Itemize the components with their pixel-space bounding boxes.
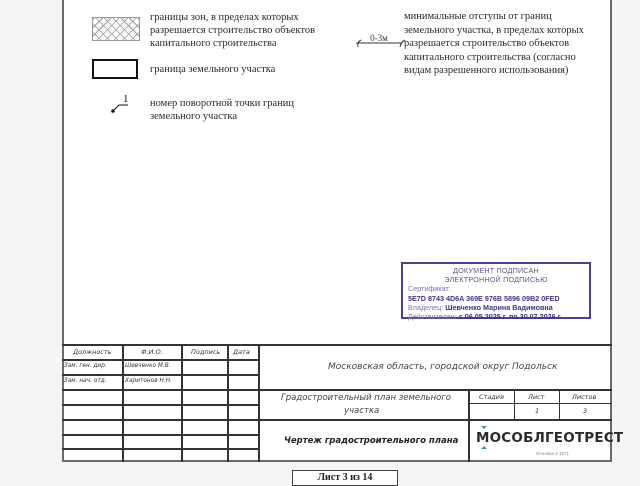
legend-point-text: номер поворотной точки границ земельного участка (150, 98, 295, 122)
header-date: Дата (233, 348, 250, 356)
tb-divider (468, 403, 612, 404)
legend-zone-text: границы зон, в пределах которых разрешается строительство объектов капитального строительства (150, 12, 316, 49)
sheet-value: 1 (535, 407, 540, 415)
company-tagline: Основан в 1971 (536, 451, 569, 456)
valid-label: Действителен: (408, 312, 457, 322)
doc-title-line2: участка (344, 406, 380, 416)
cert-value: 5E7D 8743 4D6A 369E 976B 5896 09B2 0FED (408, 293, 560, 303)
tb-divider (62, 374, 260, 376)
tb-divider (62, 404, 260, 406)
row-2-position: Зам. нач. отд. (64, 378, 107, 384)
tb-divider (122, 344, 124, 462)
tb-divider (468, 389, 470, 462)
legend-setback-text: минимальные отступы от границ земельного участка, в пределах которых разрешается строительство объектов капитального строительства (согласно видам разрешенного использования) (404, 11, 584, 76)
logo-accent-icon (481, 426, 487, 452)
tb-divider (62, 389, 612, 391)
turning-point-icon (106, 90, 136, 114)
tb-divider (62, 419, 612, 421)
cert-label: Сертификат: (408, 284, 451, 294)
location-text: Московская область, городской округ Подольск (328, 362, 558, 372)
owner-label: Владелец: (408, 302, 444, 312)
row-1-name: Шевченко М.В. (125, 363, 171, 369)
hatched-zone-icon (92, 17, 140, 41)
header-name: Ф.И.О. (141, 348, 163, 356)
sheets-value: 3 (583, 407, 588, 415)
tb-divider (62, 344, 612, 346)
stamp-title-2: ЭЛЕКТРОННОЙ ПОДПИСЬЮ (444, 275, 548, 285)
owner-value: Шевченко Марина Вадимовна (445, 302, 553, 312)
header-signature: Подпись (191, 348, 221, 356)
company-logo (476, 430, 624, 460)
tb-divider (62, 448, 260, 450)
tb-divider (514, 389, 515, 420)
stamp-title-1: ДОКУМЕНТ ПОДПИСАН (453, 266, 539, 275)
tb-divider (227, 344, 229, 462)
tb-divider (258, 344, 260, 462)
row-2-name: Харитонов Н.Н. (125, 378, 172, 384)
setback-marker: 0-3м (370, 33, 388, 43)
parcel-boundary-icon (92, 59, 138, 79)
tb-divider (62, 359, 260, 361)
tb-divider (559, 389, 560, 420)
tb-divider (181, 344, 183, 462)
sheet-header: Лист (528, 393, 545, 401)
stage-header: Стадия (479, 393, 504, 401)
legend-parcel-text: граница земельного участка (150, 64, 276, 75)
sheets-header: Листов (572, 393, 597, 401)
company-name: МОСОБЛГЕОТРЕСТ (476, 430, 624, 446)
electronic-signature-stamp (401, 262, 591, 322)
page-label: Лист 3 из 14 (292, 470, 398, 486)
valid-value: с 06.05.2025 г. по 30.07.2026 г. (458, 312, 562, 322)
setback-dimension-icon (350, 30, 410, 52)
turning-point-marker: 1 (123, 93, 129, 105)
header-position: Должность (73, 348, 112, 356)
row-1-position: Зам. ген. дир. (64, 363, 107, 369)
doc-title-line1: Градостроительный план земельного (281, 393, 451, 403)
tb-divider (62, 434, 260, 436)
drawing-name: Чертеж градостроительного плана (284, 436, 459, 446)
